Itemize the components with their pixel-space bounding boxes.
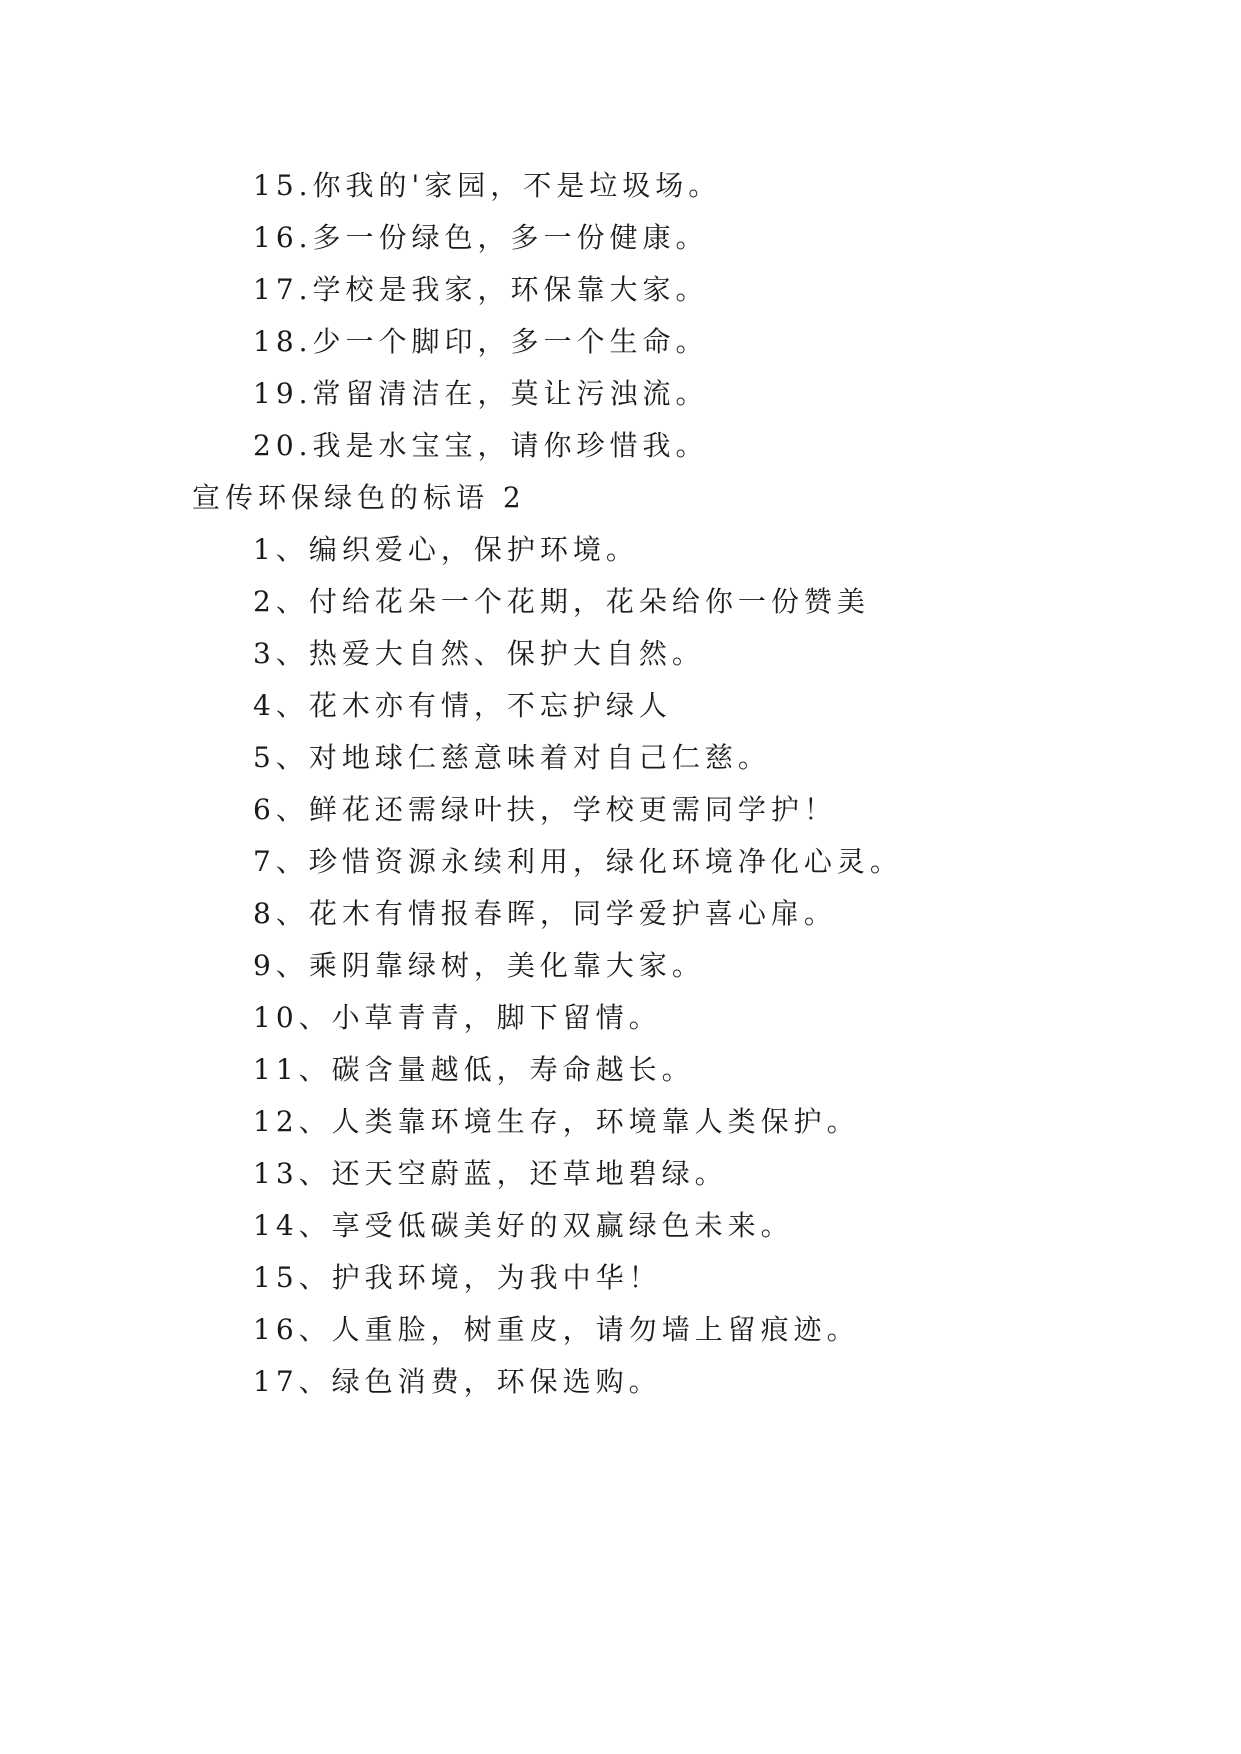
list-item: 14、享受低碳美好的双赢绿色未来。: [253, 1209, 794, 1242]
section-title: 宣传环保绿色的标语 2: [192, 481, 526, 514]
list-item: 12、人类靠环境生存，环境靠人类保护。: [253, 1105, 860, 1138]
list-item: 7、珍惜资源永续利用，绿化环境净化心灵。: [253, 845, 903, 878]
list-item: 3、热爱大自然、保护大自然。: [253, 637, 705, 670]
list-item: 17.学校是我家，环保靠大家。: [253, 273, 709, 306]
list-item: 15.你我的'家园，不是垃圾场。: [253, 169, 722, 202]
list-item: 4、花木亦有情，不忘护绿人: [253, 689, 672, 722]
list-item: 1、编织爱心，保护环境。: [253, 533, 639, 566]
list-item: 5、对地球仁慈意味着对自己仁慈。: [253, 741, 771, 774]
list-item: 16、人重脸，树重皮，请勿墙上留痕迹。: [253, 1313, 860, 1346]
list-item: 17、绿色消费，环保选购。: [253, 1365, 662, 1398]
list-item: 8、花木有情报春晖，同学爱护喜心扉。: [253, 897, 837, 930]
list-item: 20.我是水宝宝，请你珍惜我。: [253, 429, 709, 462]
list-item: 13、还天空蔚蓝，还草地碧绿。: [253, 1157, 728, 1190]
list-item: 11、碳含量越低，寿命越长。: [253, 1053, 695, 1086]
list-item: 15、护我环境，为我中华！: [253, 1261, 662, 1294]
list-item: 2、付给花朵一个花期，花朵给你一份赞美: [253, 585, 870, 618]
list-item: 16.多一份绿色，多一份健康。: [253, 221, 709, 254]
list-item: 18.少一个脚印，多一个生命。: [253, 325, 709, 358]
list-item: 10、小草青青，脚下留情。: [253, 1001, 662, 1034]
list-item: 19.常留清洁在，莫让污浊流。: [253, 377, 709, 410]
list-item: 6、鲜花还需绿叶扶，学校更需同学护！: [253, 793, 837, 826]
list-item: 9、乘阴靠绿树，美化靠大家。: [253, 949, 705, 982]
